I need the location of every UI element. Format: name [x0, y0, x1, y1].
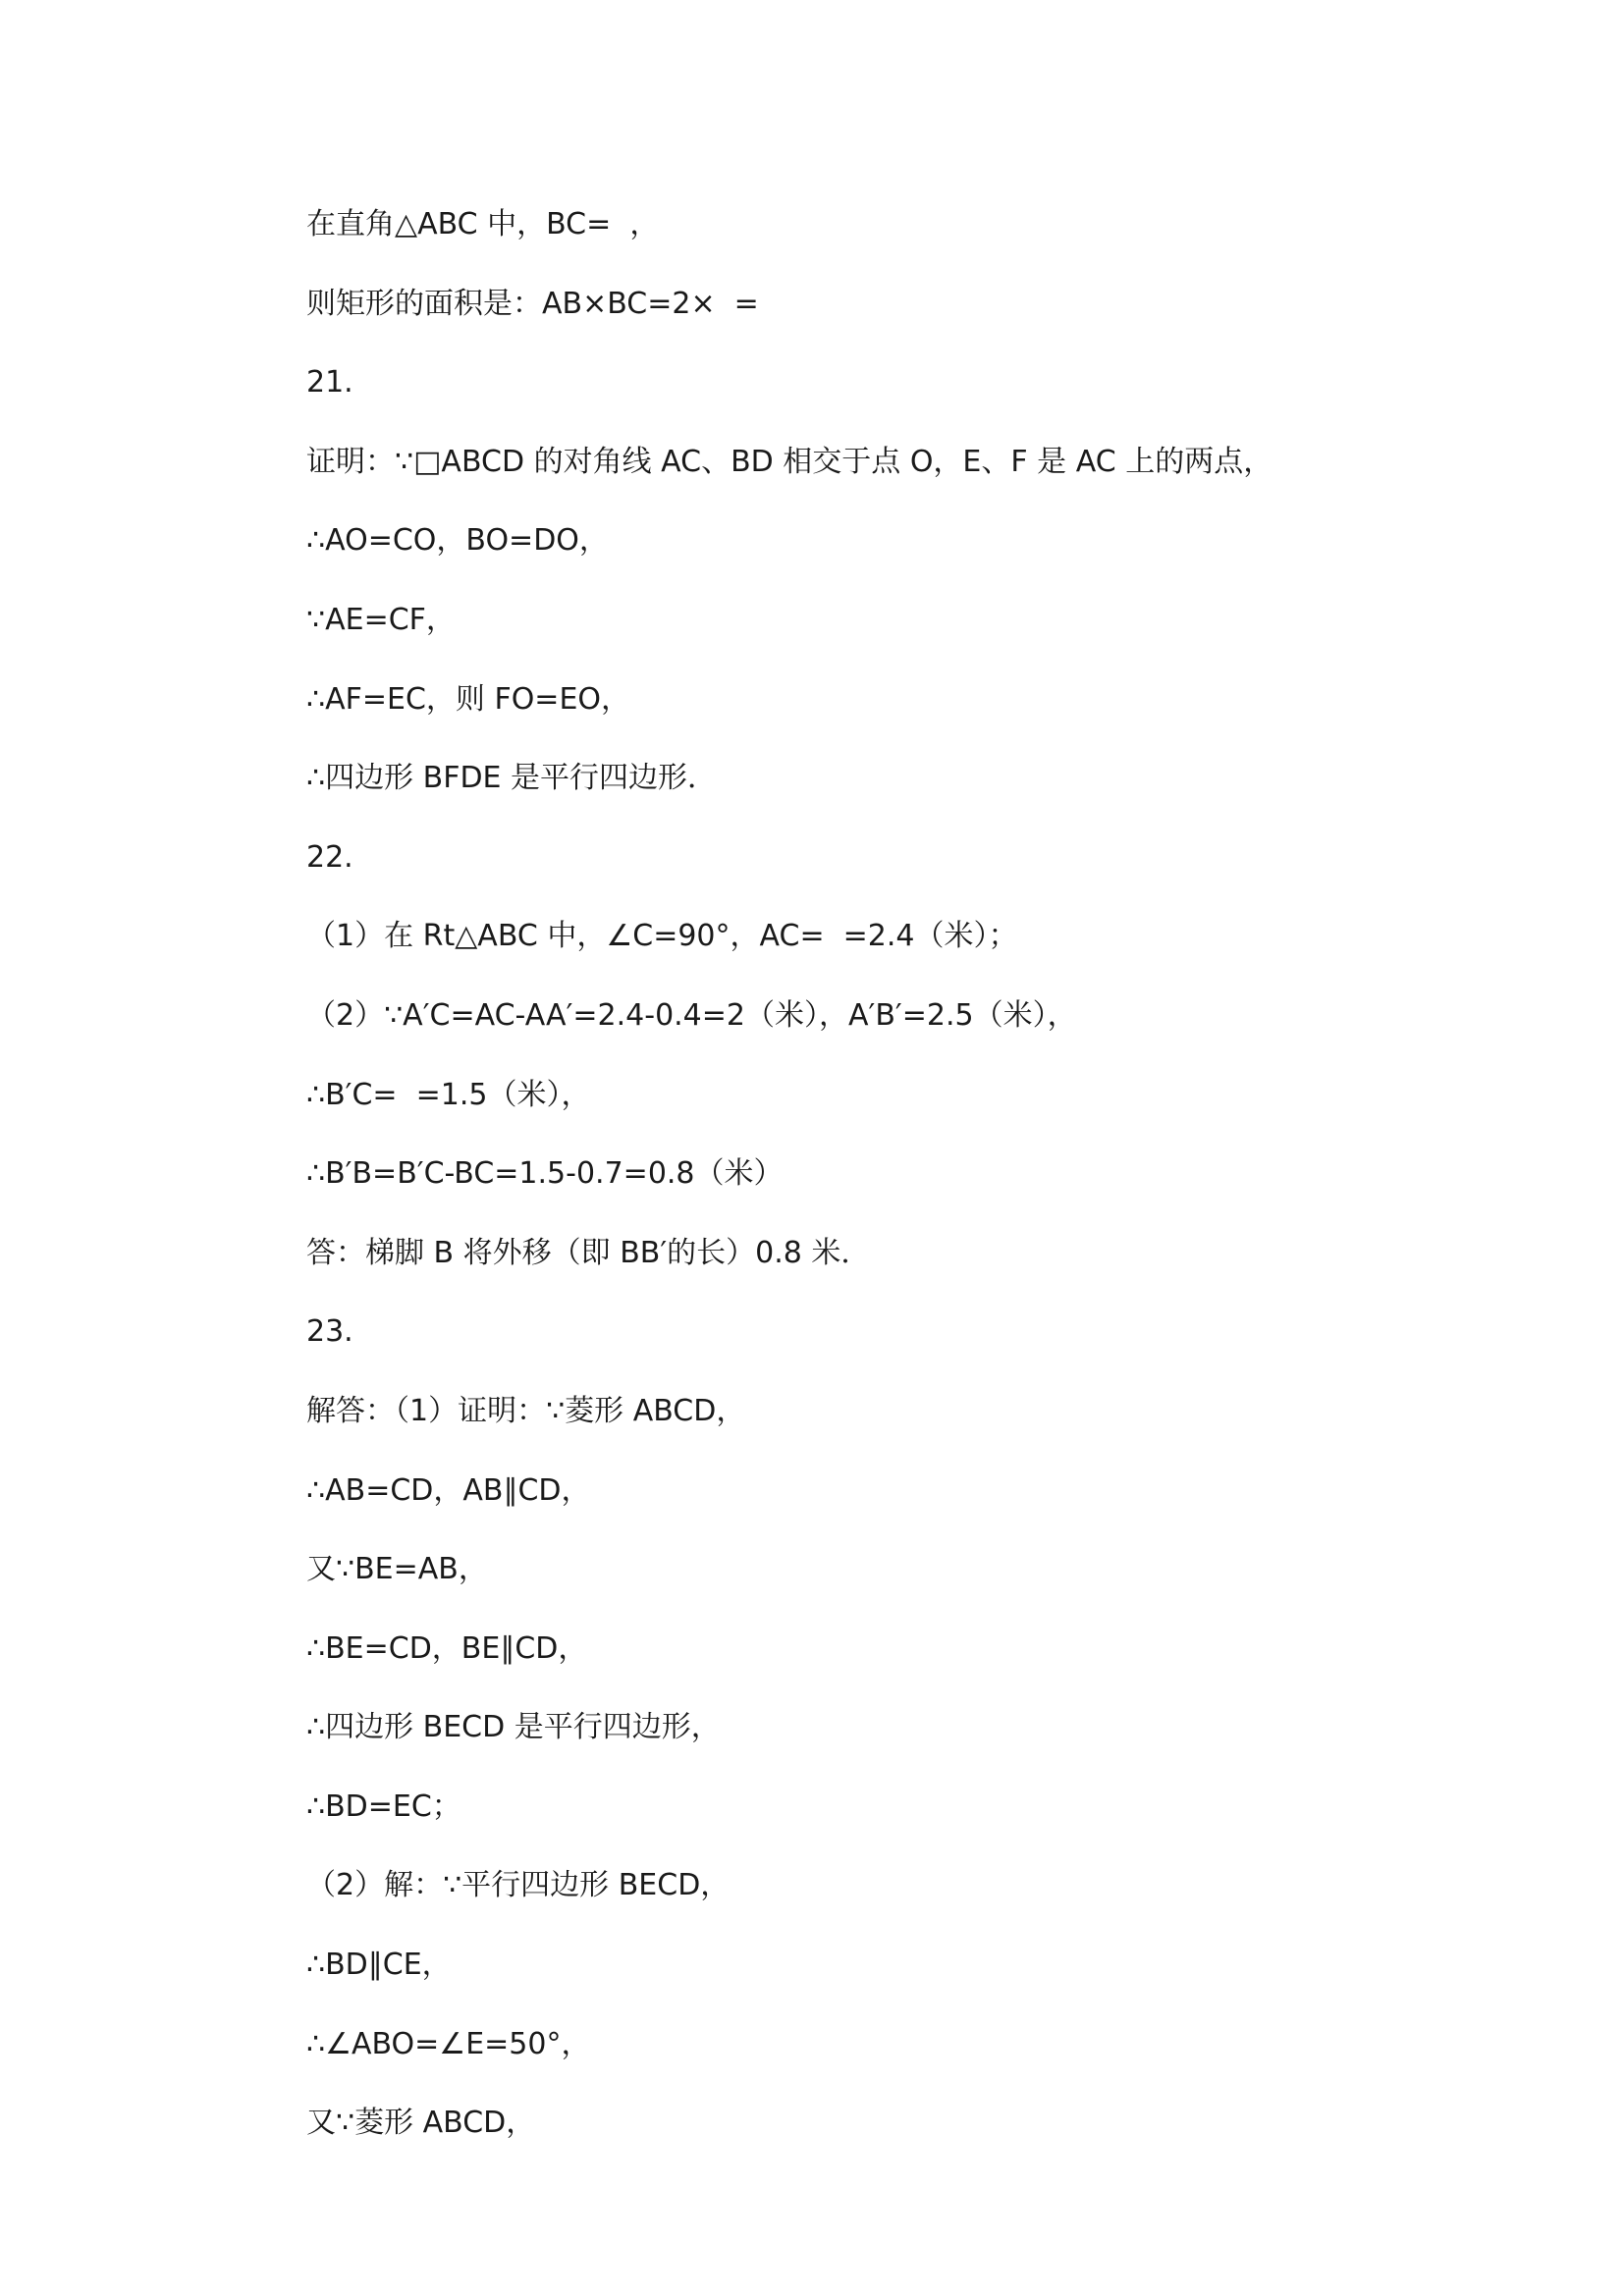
- text-line: ∴B′C= =1.5（米），: [306, 1077, 591, 1112]
- text-line: ∴AB=CD，AB∥CD，: [306, 1472, 591, 1508]
- solution-text: [306, 201, 1485, 2179]
- text-line: 则矩形的面积是：AB×BC=2× =: [306, 286, 759, 321]
- text-line: 又∵BE=AB，: [306, 1552, 488, 1587]
- text-line: 答：梯脚 B 将外移（即 BB′的长）0.8 米．: [306, 1235, 871, 1270]
- text-line: （2）解：∵平行四边形 BECD，: [306, 1868, 731, 1903]
- text-line: ∴四边形 BFDE 是平行四边形．: [306, 761, 718, 796]
- text-line: ∴∠ABO=∠E=50°，: [306, 2026, 591, 2061]
- text-line: 又∵菱形 ABCD，: [306, 2106, 536, 2141]
- text-line: ∴BD=EC；: [306, 1789, 461, 1824]
- text-line: （2）∵A′C=AC-AA′=2.4-0.4=2（米），A′B′=2.5（米），: [306, 997, 1077, 1033]
- text-line: （1）在 Rt△ABC 中，∠C=90°，AC= =2.4（米）；: [306, 919, 1018, 954]
- text-line: ∴BD∥CE，: [306, 1948, 452, 1983]
- text-line: 解答：（1）证明：∵菱形 ABCD，: [306, 1393, 746, 1428]
- text-line: ∴AF=EC，则 FO=EO，: [306, 681, 631, 717]
- text-line: 在直角△ABC 中，BC= ，: [306, 207, 660, 241]
- question-number: 23.: [306, 1314, 353, 1350]
- question-number: 22.: [306, 839, 353, 875]
- text-line: ∴四边形 BECD 是平行四边形，: [306, 1710, 721, 1745]
- text-line: 证明：∵□ABCD 的对角线 AC、BD 相交于点 O，E、F 是 AC 上的两点，: [306, 444, 1273, 479]
- text-line: ∵AE=CF，: [306, 602, 456, 637]
- text-line: ∴B′B=B′C-BC=1.5-0.7=0.8（米）: [306, 1156, 784, 1192]
- question-number: 21.: [306, 365, 353, 400]
- text-line: ∴BE=CD，BE∥CD，: [306, 1630, 588, 1666]
- text-line: ∴AO=CO，BO=DO，: [306, 523, 609, 559]
